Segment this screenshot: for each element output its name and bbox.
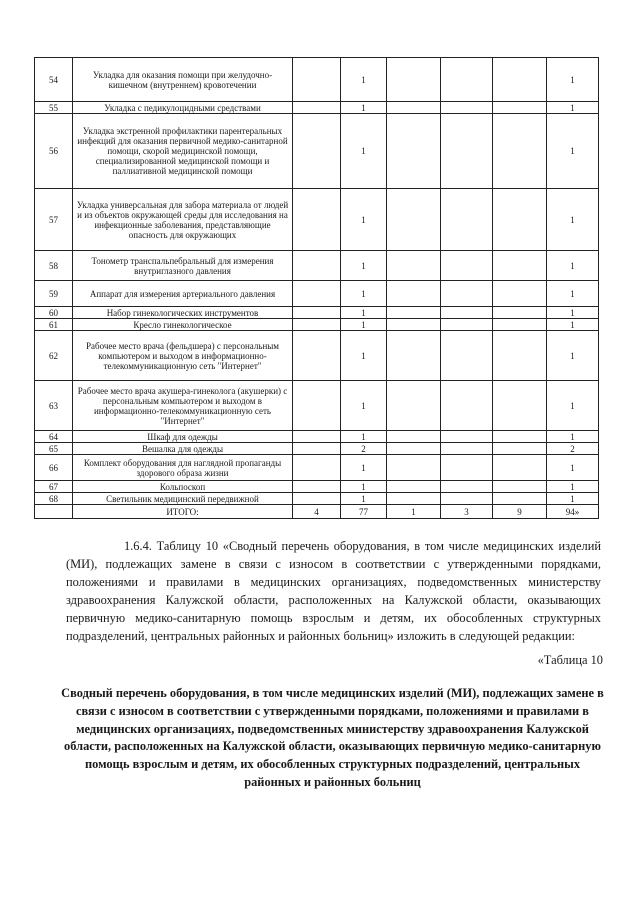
row-value-c5 — [493, 251, 547, 281]
table-row — [35, 114, 599, 189]
row-number: 68 — [35, 493, 73, 505]
row-value-c2: 1 — [341, 331, 387, 381]
row-name: Укладка для оказания помощи при желудочно-кишечном (внутреннем) кровотечении — [73, 58, 293, 102]
row-value-c2: 1 — [341, 307, 387, 319]
row-value-c6: 1 — [547, 251, 599, 281]
row-value-c3 — [387, 307, 441, 319]
row-name: Рабочее место врача акушера-гинеколога (акушерки) с персональным компьютером и выходом в информационно-телекоммуникационную сеть "Интернет" — [73, 381, 293, 431]
row-value-c4 — [441, 431, 493, 443]
row-name: Комплект оборудования для наглядной пропаганды здорового образа жизни — [73, 455, 293, 481]
row-number: 64 — [35, 431, 73, 443]
row-value-c2: 1 — [341, 319, 387, 331]
table-row — [35, 281, 599, 307]
row-value-c1 — [293, 455, 341, 481]
row-value-c1 — [293, 443, 341, 455]
row-value-c1 — [293, 493, 341, 505]
row-value-c2: 1 — [341, 493, 387, 505]
row-value-c2: 2 — [341, 443, 387, 455]
row-value-c3 — [387, 431, 441, 443]
row-value-c6: 1 — [547, 281, 599, 307]
table-heading: Сводный перечень оборудования, в том числе медицинских изделий (МИ), подлежащих замене в связи с износом в соответствии с утвержденными порядками, положениями и правилами в медицинских организациях, подведомственных министерству здравоохранения Калужской области, расположенных на Калужской области, оказывающих первичную медико-санитарную помощь взрослым и детям, их обособленных структурных подразделений, центральных районных и районных больниц — [61, 686, 604, 789]
row-value-c6: 1 — [547, 481, 599, 493]
row-value-c2: 1 — [341, 281, 387, 307]
row-value-c5 — [493, 443, 547, 455]
row-value-c6: 1 — [547, 493, 599, 505]
row-number: 58 — [35, 251, 73, 281]
row-value-c4 — [441, 443, 493, 455]
row-value-c2: 1 — [341, 114, 387, 189]
row-value-c5 — [493, 331, 547, 381]
table-row — [35, 331, 599, 381]
row-value-c1 — [293, 319, 341, 331]
row-value-c6: 1 — [547, 319, 599, 331]
table-row — [35, 443, 599, 455]
row-value-c2: 1 — [341, 251, 387, 281]
total-label: ИТОГО: — [73, 505, 293, 519]
row-value-c3 — [387, 189, 441, 251]
row-value-c1 — [293, 58, 341, 102]
row-name: Кольпоскоп — [73, 481, 293, 493]
row-value-c5 — [493, 114, 547, 189]
row-value-c3 — [387, 102, 441, 114]
row-number: 55 — [35, 102, 73, 114]
row-value-c3 — [387, 319, 441, 331]
row-value-c2: 1 — [341, 189, 387, 251]
row-value-c5 — [493, 58, 547, 102]
total-blank — [35, 505, 73, 519]
row-value-c3 — [387, 455, 441, 481]
row-value-c3 — [387, 281, 441, 307]
row-value-c3 — [387, 443, 441, 455]
row-value-c5 — [493, 493, 547, 505]
row-value-c5 — [493, 307, 547, 319]
row-value-c4 — [441, 331, 493, 381]
row-number: 65 — [35, 443, 73, 455]
row-value-c3 — [387, 58, 441, 102]
row-number: 61 — [35, 319, 73, 331]
row-name: Укладка с педикулоцидными средствами — [73, 102, 293, 114]
row-number: 62 — [35, 331, 73, 381]
row-name: Рабочее место врача (фельдшера) с персональным компьютером и выходом в информационно-телекоммуникационную сеть "Интернет" — [73, 331, 293, 381]
row-value-c3 — [387, 114, 441, 189]
row-value-c6: 1 — [547, 455, 599, 481]
row-value-c1 — [293, 431, 341, 443]
table-row — [35, 431, 599, 443]
table-row — [35, 493, 599, 505]
total-value-c4: 3 — [441, 505, 493, 519]
row-value-c6: 1 — [547, 58, 599, 102]
amendment-paragraph: 1.6.4. Таблицу 10 «Сводный перечень оборудования, в том числе медицинских изделий (МИ), подлежащих замене в связи с износом в соответствии с утвержденными порядками, положениями и правилами в медицинских организациях, подведомственных министерству здравоохранения Калужской области, расположенных на Калужской области, оказывающих первичную медико-санитарную помощь взрослым и детям, их обособленных структурных подразделений, центральных районных и районных больниц» изложить в следующей редакции: — [66, 539, 601, 644]
row-value-c4 — [441, 481, 493, 493]
row-name: Укладка универсальная для забора материала от людей и из объектов окружающей среды для исследования на инфекционные заболевания, представляющие опасность для окружающих — [73, 189, 293, 251]
row-value-c6: 1 — [547, 431, 599, 443]
row-value-c3 — [387, 381, 441, 431]
total-row — [35, 505, 599, 519]
row-value-c1 — [293, 281, 341, 307]
row-value-c5 — [493, 381, 547, 431]
row-value-c5 — [493, 102, 547, 114]
table-row — [35, 455, 599, 481]
table-row — [35, 307, 599, 319]
total-value-c6: 94» — [547, 505, 599, 519]
row-value-c4 — [441, 102, 493, 114]
row-value-c1 — [293, 102, 341, 114]
row-value-c6: 1 — [547, 307, 599, 319]
row-value-c5 — [493, 431, 547, 443]
row-value-c6: 1 — [547, 189, 599, 251]
row-value-c1 — [293, 331, 341, 381]
row-value-c3 — [387, 481, 441, 493]
table-row — [35, 481, 599, 493]
total-value-c5: 9 — [493, 505, 547, 519]
total-value-c1: 4 — [293, 505, 341, 519]
row-value-c6: 1 — [547, 381, 599, 431]
row-value-c4 — [441, 251, 493, 281]
table-row — [35, 58, 599, 102]
row-name: Набор гинекологических инструментов — [73, 307, 293, 319]
row-name: Шкаф для одежды — [73, 431, 293, 443]
row-number: 60 — [35, 307, 73, 319]
table-reference: «Таблица 10 — [537, 653, 603, 667]
row-value-c6: 1 — [547, 102, 599, 114]
row-value-c5 — [493, 481, 547, 493]
row-value-c2: 1 — [341, 455, 387, 481]
row-value-c2: 1 — [341, 481, 387, 493]
row-value-c4 — [441, 114, 493, 189]
table-row — [35, 102, 599, 114]
row-value-c3 — [387, 331, 441, 381]
row-value-c1 — [293, 251, 341, 281]
row-name: Тонометр транспальпебральный для измерения внутриглазного давления — [73, 251, 293, 281]
row-value-c1 — [293, 189, 341, 251]
table-row — [35, 381, 599, 431]
row-value-c4 — [441, 58, 493, 102]
row-value-c1 — [293, 481, 341, 493]
row-name: Укладка экстренной профилактики парентеральных инфекций для оказания первичной медико-санитарной помощи, скорой медицинской помощи, специализированной медицинской помощи и паллиативной медицинской помощи — [73, 114, 293, 189]
row-value-c3 — [387, 251, 441, 281]
row-value-c1 — [293, 114, 341, 189]
row-name: Кресло гинекологическое — [73, 319, 293, 331]
row-value-c4 — [441, 381, 493, 431]
table-body — [35, 58, 599, 519]
table-row — [35, 189, 599, 251]
row-value-c2: 1 — [341, 58, 387, 102]
row-value-c6: 1 — [547, 331, 599, 381]
row-value-c2: 1 — [341, 381, 387, 431]
row-number: 57 — [35, 189, 73, 251]
row-number: 59 — [35, 281, 73, 307]
row-value-c4 — [441, 307, 493, 319]
row-value-c4 — [441, 189, 493, 251]
row-value-c4 — [441, 493, 493, 505]
row-value-c5 — [493, 189, 547, 251]
row-number: 54 — [35, 58, 73, 102]
row-value-c6: 2 — [547, 443, 599, 455]
row-number: 67 — [35, 481, 73, 493]
table-row — [35, 319, 599, 331]
row-number: 56 — [35, 114, 73, 189]
table-row — [35, 251, 599, 281]
row-value-c6: 1 — [547, 114, 599, 189]
row-value-c1 — [293, 307, 341, 319]
row-value-c1 — [293, 381, 341, 431]
row-value-c5 — [493, 281, 547, 307]
row-value-c3 — [387, 493, 441, 505]
row-number: 66 — [35, 455, 73, 481]
row-name: Вешалка для одежды — [73, 443, 293, 455]
row-value-c5 — [493, 455, 547, 481]
row-number: 63 — [35, 381, 73, 431]
total-value-c3: 1 — [387, 505, 441, 519]
row-name: Аппарат для измерения артериального давления — [73, 281, 293, 307]
row-value-c5 — [493, 319, 547, 331]
equipment-table — [34, 57, 599, 519]
row-value-c2: 1 — [341, 102, 387, 114]
total-value-c2: 77 — [341, 505, 387, 519]
row-value-c4 — [441, 319, 493, 331]
row-value-c2: 1 — [341, 431, 387, 443]
row-value-c4 — [441, 281, 493, 307]
row-name: Светильник медицинский передвижной — [73, 493, 293, 505]
row-value-c4 — [441, 455, 493, 481]
